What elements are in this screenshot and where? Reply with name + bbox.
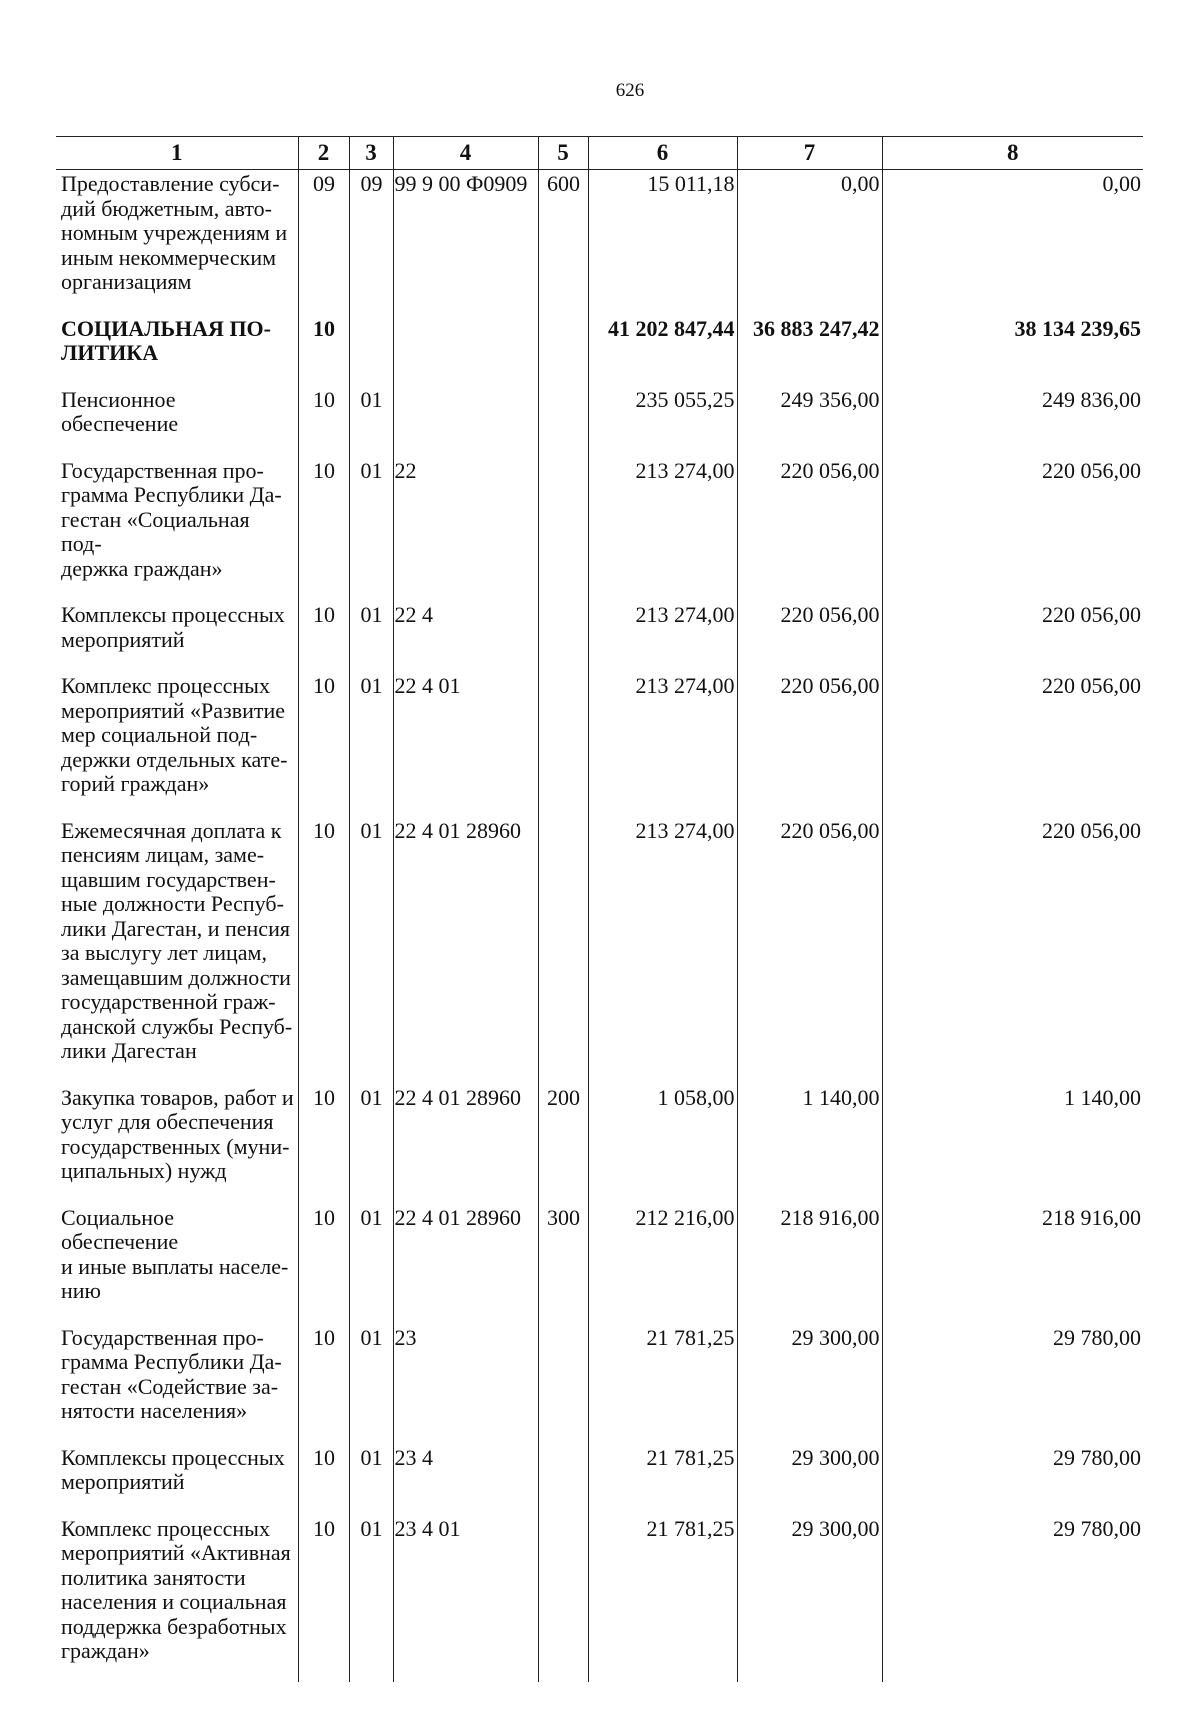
page-number: 626: [615, 80, 645, 101]
header-cell: 3: [349, 137, 393, 170]
table-row: [56, 1076, 1143, 1196]
expense-type-cell: [538, 1316, 588, 1436]
expense-type-cell: 600: [538, 170, 588, 307]
amount-year1-cell: 213 274,00: [588, 593, 737, 664]
amount-year2-cell: 29 300,00: [737, 1507, 882, 1676]
row-name-cell: Ежемесячная доплата к пенсиям лицам, заме- щавшим государствен- ные должности Респуб- лики Дагестан, и пенсия за выслугу лет лицам, замещавшим должности государственной граж- данской службы Респуб- лики Дагестан: [61, 817, 293, 1063]
row-name-cell: Пенсионное обеспечение: [61, 386, 179, 436]
target-article-cell: 22: [393, 449, 538, 594]
subsection-code-cell: 01: [349, 809, 393, 1076]
row-name-cell: СОЦИАЛЬНАЯ ПО- ЛИТИКА: [61, 315, 271, 365]
row-name-cell: Предоставление субси- дий бюджетным, авто- номным учреждениям и иным некоммерческим организациям: [61, 171, 288, 294]
section-code-cell: 10: [298, 1316, 349, 1436]
table-row: [56, 1316, 1143, 1436]
table-row: [56, 378, 1143, 449]
amount-year3-cell: 29 780,00: [882, 1316, 1143, 1436]
target-article-cell: 22 4 01: [393, 664, 538, 809]
target-article-cell: [393, 307, 538, 378]
amount-year2-cell: 218 916,00: [737, 1196, 882, 1316]
table-row: [56, 1436, 1143, 1507]
subsection-code-cell: 01: [349, 593, 393, 664]
amount-year1-cell: 213 274,00: [588, 809, 737, 1076]
subsection-code-cell: 01: [349, 1436, 393, 1507]
expense-type-cell: [538, 809, 588, 1076]
table-row: [56, 1507, 1143, 1676]
target-article-cell: 23 4: [393, 1436, 538, 1507]
subsection-code-cell: 01: [349, 378, 393, 449]
header-cell: 8: [882, 137, 1143, 170]
section-code-cell: 10: [298, 1436, 349, 1507]
amount-year1-cell: 15 011,18: [588, 170, 737, 307]
amount-year1-cell: 21 781,25: [588, 1436, 737, 1507]
amount-year2-cell: 0,00: [737, 170, 882, 307]
spacer-cell: [56, 1676, 298, 1682]
spacer-cell: [737, 1676, 882, 1682]
amount-year2-cell: 220 056,00: [737, 449, 882, 594]
row-name-cell: Государственная про- грамма Республики Да- гестан «Содействие за- нятости населения»: [61, 1324, 282, 1423]
budget-table: [56, 136, 1143, 1682]
expense-type-cell: [538, 378, 588, 449]
amount-year2-cell: 220 056,00: [737, 809, 882, 1076]
expense-type-cell: [538, 307, 588, 378]
section-code-cell: 10: [298, 307, 349, 378]
amount-year3-cell: 220 056,00: [882, 664, 1143, 809]
amount-year2-cell: 29 300,00: [737, 1436, 882, 1507]
header-cell: 2: [298, 137, 349, 170]
subsection-code-cell: [349, 307, 393, 378]
amount-year3-cell: 220 056,00: [882, 809, 1143, 1076]
amount-year1-cell: 213 274,00: [588, 449, 737, 594]
spacer-cell: [588, 1676, 737, 1682]
section-code-cell: 10: [298, 378, 349, 449]
row-name-cell: Комплекс процессных мероприятий «Развитие мер социальной под- держки отдельных кате- горий граждан»: [61, 673, 288, 796]
spacer-cell: [393, 1676, 538, 1682]
amount-year3-cell: 249 836,00: [882, 378, 1143, 449]
section-code-cell: 10: [298, 449, 349, 594]
table-row: [56, 664, 1143, 809]
header-cell: 6: [588, 137, 737, 170]
amount-year3-cell: 38 134 239,65: [882, 307, 1143, 378]
expense-type-cell: [538, 449, 588, 594]
spacer-cell: [349, 1676, 393, 1682]
table-row: [56, 170, 1143, 307]
subsection-code-cell: 01: [349, 1316, 393, 1436]
expense-type-cell: [538, 664, 588, 809]
amount-year2-cell: 1 140,00: [737, 1076, 882, 1196]
section-code-cell: 10: [298, 1507, 349, 1676]
expense-type-cell: 200: [538, 1076, 588, 1196]
section-code-cell: 10: [298, 664, 349, 809]
spacer-cell: [882, 1676, 1143, 1682]
subsection-code-cell: 01: [349, 664, 393, 809]
amount-year3-cell: 218 916,00: [882, 1196, 1143, 1316]
amount-year3-cell: 0,00: [882, 170, 1143, 307]
target-article-cell: 23 4 01: [393, 1507, 538, 1676]
header-cell: 1: [56, 137, 298, 170]
target-article-cell: 99 9 00 Ф0909: [393, 170, 538, 307]
section-code-cell: 10: [298, 593, 349, 664]
amount-year1-cell: 21 781,25: [588, 1316, 737, 1436]
expense-type-cell: 300: [538, 1196, 588, 1316]
row-name-cell: Государственная про- грамма Республики Да- гестан «Социальная под- держка граждан»: [61, 457, 282, 581]
target-article-cell: 22 4: [393, 593, 538, 664]
header-cell: 7: [737, 137, 882, 170]
amount-year1-cell: 213 274,00: [588, 664, 737, 809]
target-article-cell: 22 4 01 28960: [393, 1196, 538, 1316]
amount-year1-cell: 41 202 847,44: [588, 307, 737, 378]
section-code-cell: 10: [298, 1196, 349, 1316]
header-row: [56, 137, 1143, 170]
amount-year1-cell: 212 216,00: [588, 1196, 737, 1316]
row-name-cell: Комплекс процессных мероприятий «Активная политика занятости населения и социальная поддержка безработных граждан»: [61, 1515, 291, 1663]
table-end-spacer: [56, 1676, 1143, 1682]
target-article-cell: [393, 378, 538, 449]
amount-year3-cell: 220 056,00: [882, 593, 1143, 664]
table-row: [56, 449, 1143, 594]
amount-year1-cell: 235 055,25: [588, 378, 737, 449]
expense-type-cell: [538, 593, 588, 664]
row-name-cell: Социальное обеспечение и иные выплаты населе- нию: [61, 1204, 289, 1303]
amount-year2-cell: 36 883 247,42: [737, 307, 882, 378]
section-code-cell: 10: [298, 809, 349, 1076]
amount-year2-cell: 220 056,00: [737, 593, 882, 664]
amount-year2-cell: 220 056,00: [737, 664, 882, 809]
header-cell: 4: [393, 137, 538, 170]
amount-year3-cell: 29 780,00: [882, 1507, 1143, 1676]
row-name-cell: Комплексы процессных мероприятий: [61, 602, 285, 652]
header-cell: 5: [538, 137, 588, 170]
subsection-code-cell: 09: [349, 170, 393, 307]
subsection-code-cell: 01: [349, 1196, 393, 1316]
amount-year1-cell: 21 781,25: [588, 1507, 737, 1676]
target-article-cell: 23: [393, 1316, 538, 1436]
table-row: [56, 593, 1143, 664]
table-row: [56, 307, 1143, 378]
target-article-cell: 22 4 01 28960: [393, 809, 538, 1076]
amount-year3-cell: 1 140,00: [882, 1076, 1143, 1196]
section-code-cell: 10: [298, 1076, 349, 1196]
amount-year3-cell: 29 780,00: [882, 1436, 1143, 1507]
subsection-code-cell: 01: [349, 1076, 393, 1196]
table-row: [56, 1196, 1143, 1316]
amount-year2-cell: 249 356,00: [737, 378, 882, 449]
spacer-cell: [298, 1676, 349, 1682]
expense-type-cell: [538, 1436, 588, 1507]
table-body: [56, 170, 1143, 1682]
table-row: [56, 809, 1143, 1076]
row-name-cell: Закупка товаров, работ и услуг для обеспечения государственных (муни- ципальных) нужд: [61, 1084, 294, 1183]
subsection-code-cell: 01: [349, 1507, 393, 1676]
spacer-cell: [538, 1676, 588, 1682]
subsection-code-cell: 01: [349, 449, 393, 594]
target-article-cell: 22 4 01 28960: [393, 1076, 538, 1196]
amount-year1-cell: 1 058,00: [588, 1076, 737, 1196]
section-code-cell: 09: [298, 170, 349, 307]
expense-type-cell: [538, 1507, 588, 1676]
amount-year2-cell: 29 300,00: [737, 1316, 882, 1436]
amount-year3-cell: 220 056,00: [882, 449, 1143, 594]
row-name-cell: Комплексы процессных мероприятий: [61, 1444, 285, 1494]
